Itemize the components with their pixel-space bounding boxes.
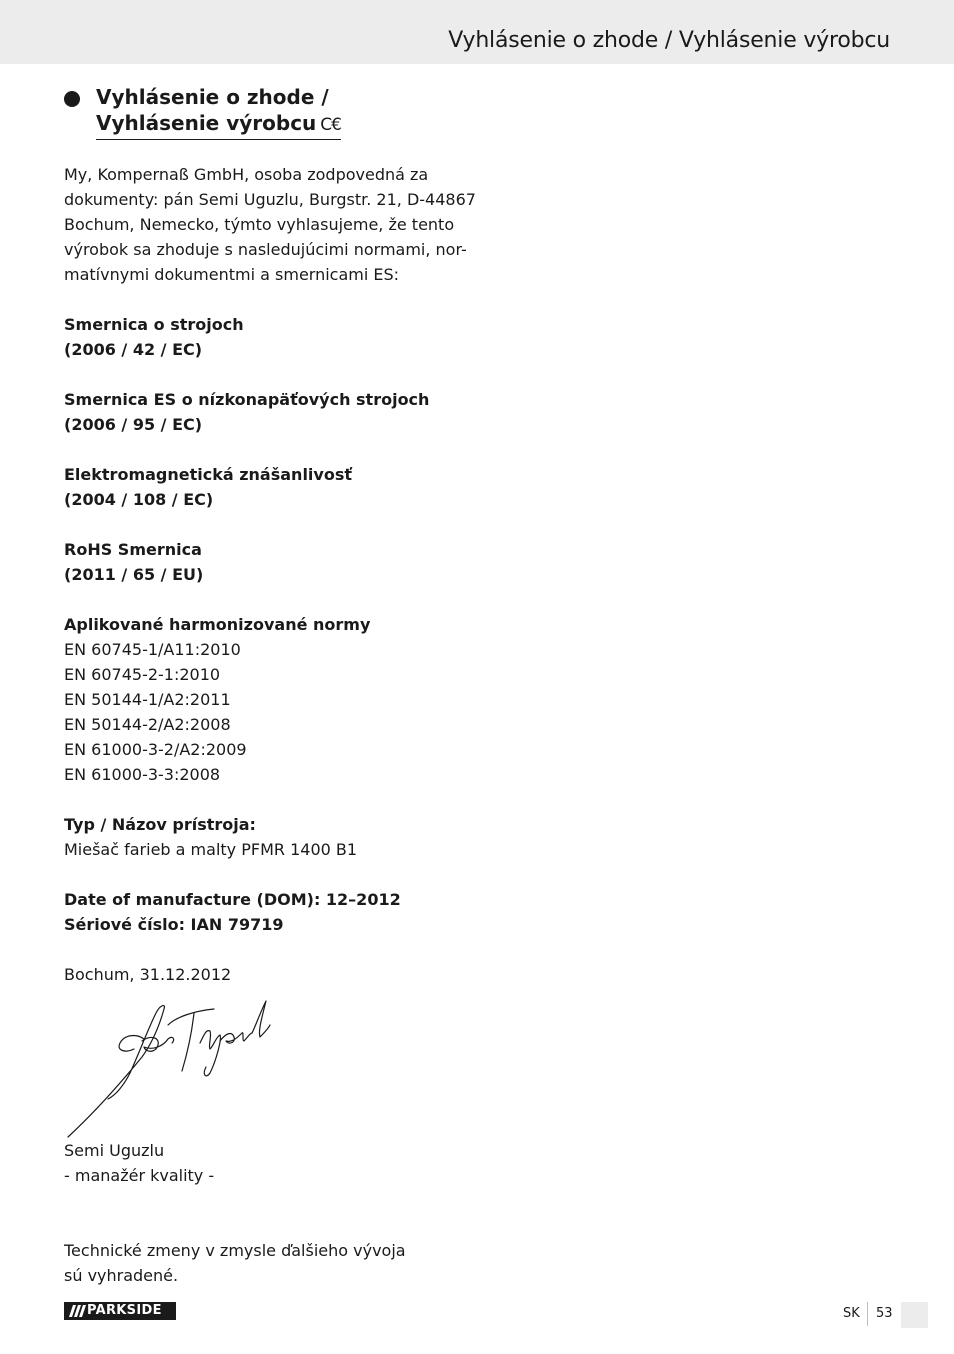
directive-low-voltage xyxy=(64,387,484,437)
heading-line-2: Vyhlásenie výrobcu xyxy=(96,111,317,135)
intro-paragraph xyxy=(64,162,484,287)
directive-rohs xyxy=(64,537,484,587)
reservation-note xyxy=(64,1238,406,1288)
standard-item: EN 61000-3-2/A2:2009 xyxy=(64,740,247,759)
directive-name: Smernica ES o nízkonapäťových strojoch xyxy=(64,390,430,409)
directive-name: Elektromagnetická znášanlivosť xyxy=(64,465,352,484)
brand-logo xyxy=(64,1302,176,1320)
reservation-line: Technické zmeny v zmysle ďalšieho vývoja xyxy=(64,1241,406,1260)
device-block xyxy=(64,812,484,862)
standard-item: EN 60745-1/A11:2010 xyxy=(64,640,241,659)
standard-item: EN 50144-2/A2:2008 xyxy=(64,715,231,734)
intro-line: výrobok sa zhoduje s nasledujúcimi normami, nor- xyxy=(64,240,467,259)
page-header-title: Vyhlásenie o zhode / Vyhlásenie výrobcu xyxy=(448,28,890,53)
bullet-icon xyxy=(64,91,80,107)
heading-line-2-wrap xyxy=(96,110,341,140)
footer-box xyxy=(901,1302,928,1328)
directive-machinery xyxy=(64,312,484,362)
directive-emc xyxy=(64,462,484,512)
standard-item: EN 60745-2-1:2010 xyxy=(64,665,221,684)
directive-code: (2011 / 65 / EU) xyxy=(64,565,204,584)
reservation-line: sú vyhradené. xyxy=(64,1266,179,1285)
intro-line: matívnymi dokumentmi a smernicami ES: xyxy=(64,265,400,284)
logo-stripes-icon xyxy=(66,1302,86,1320)
standards-heading: Aplikované harmonizované normy xyxy=(64,615,371,634)
dom-line: Date of manufacture (DOM): 12–2012 xyxy=(64,890,401,909)
intro-line: My, Kompernaß GmbH, osoba zodpovedná za xyxy=(64,165,429,184)
intro-line: Bochum, Nemecko, týmto vyhlasujeme, že tento xyxy=(64,215,455,234)
intro-line: dokumenty: pán Semi Uguzlu, Burgstr. 21, D-44867 xyxy=(64,190,476,209)
heading-line-1: Vyhlásenie o zhode / xyxy=(96,85,329,109)
brand-name: PARKSIDE xyxy=(87,1303,162,1318)
device-value: Miešač farieb a malty PFMR 1400 B1 xyxy=(64,840,358,859)
footer-language: SK xyxy=(843,1306,860,1321)
heading-text xyxy=(96,84,396,140)
ce-mark-icon: C€ xyxy=(320,115,341,135)
standards-block xyxy=(64,612,484,787)
signature-image xyxy=(64,995,274,1140)
directive-name: RoHS Smernica xyxy=(64,540,202,559)
signer-name: Semi Uguzlu xyxy=(64,1141,165,1160)
footer-page-number: 53 xyxy=(876,1306,893,1321)
header-band xyxy=(0,0,954,64)
standard-item: EN 50144-1/A2:2011 xyxy=(64,690,231,709)
directive-code: (2006 / 95 / EC) xyxy=(64,415,203,434)
footer-divider xyxy=(867,1302,868,1326)
serial-line: Sériové číslo: IAN 79719 xyxy=(64,915,284,934)
directive-name: Smernica o strojoch xyxy=(64,315,244,334)
standard-item: EN 61000-3-3:2008 xyxy=(64,765,221,784)
declaration-body xyxy=(64,162,484,987)
signer-block xyxy=(64,1138,214,1188)
device-label: Typ / Názov prístroja: xyxy=(64,815,256,834)
place-date: Bochum, 31.12.2012 xyxy=(64,965,232,984)
directive-code: (2006 / 42 / EC) xyxy=(64,340,203,359)
signer-role: - manažér kvality - xyxy=(64,1166,215,1185)
manufacture-block xyxy=(64,887,484,937)
directive-code: (2004 / 108 / EC) xyxy=(64,490,214,509)
